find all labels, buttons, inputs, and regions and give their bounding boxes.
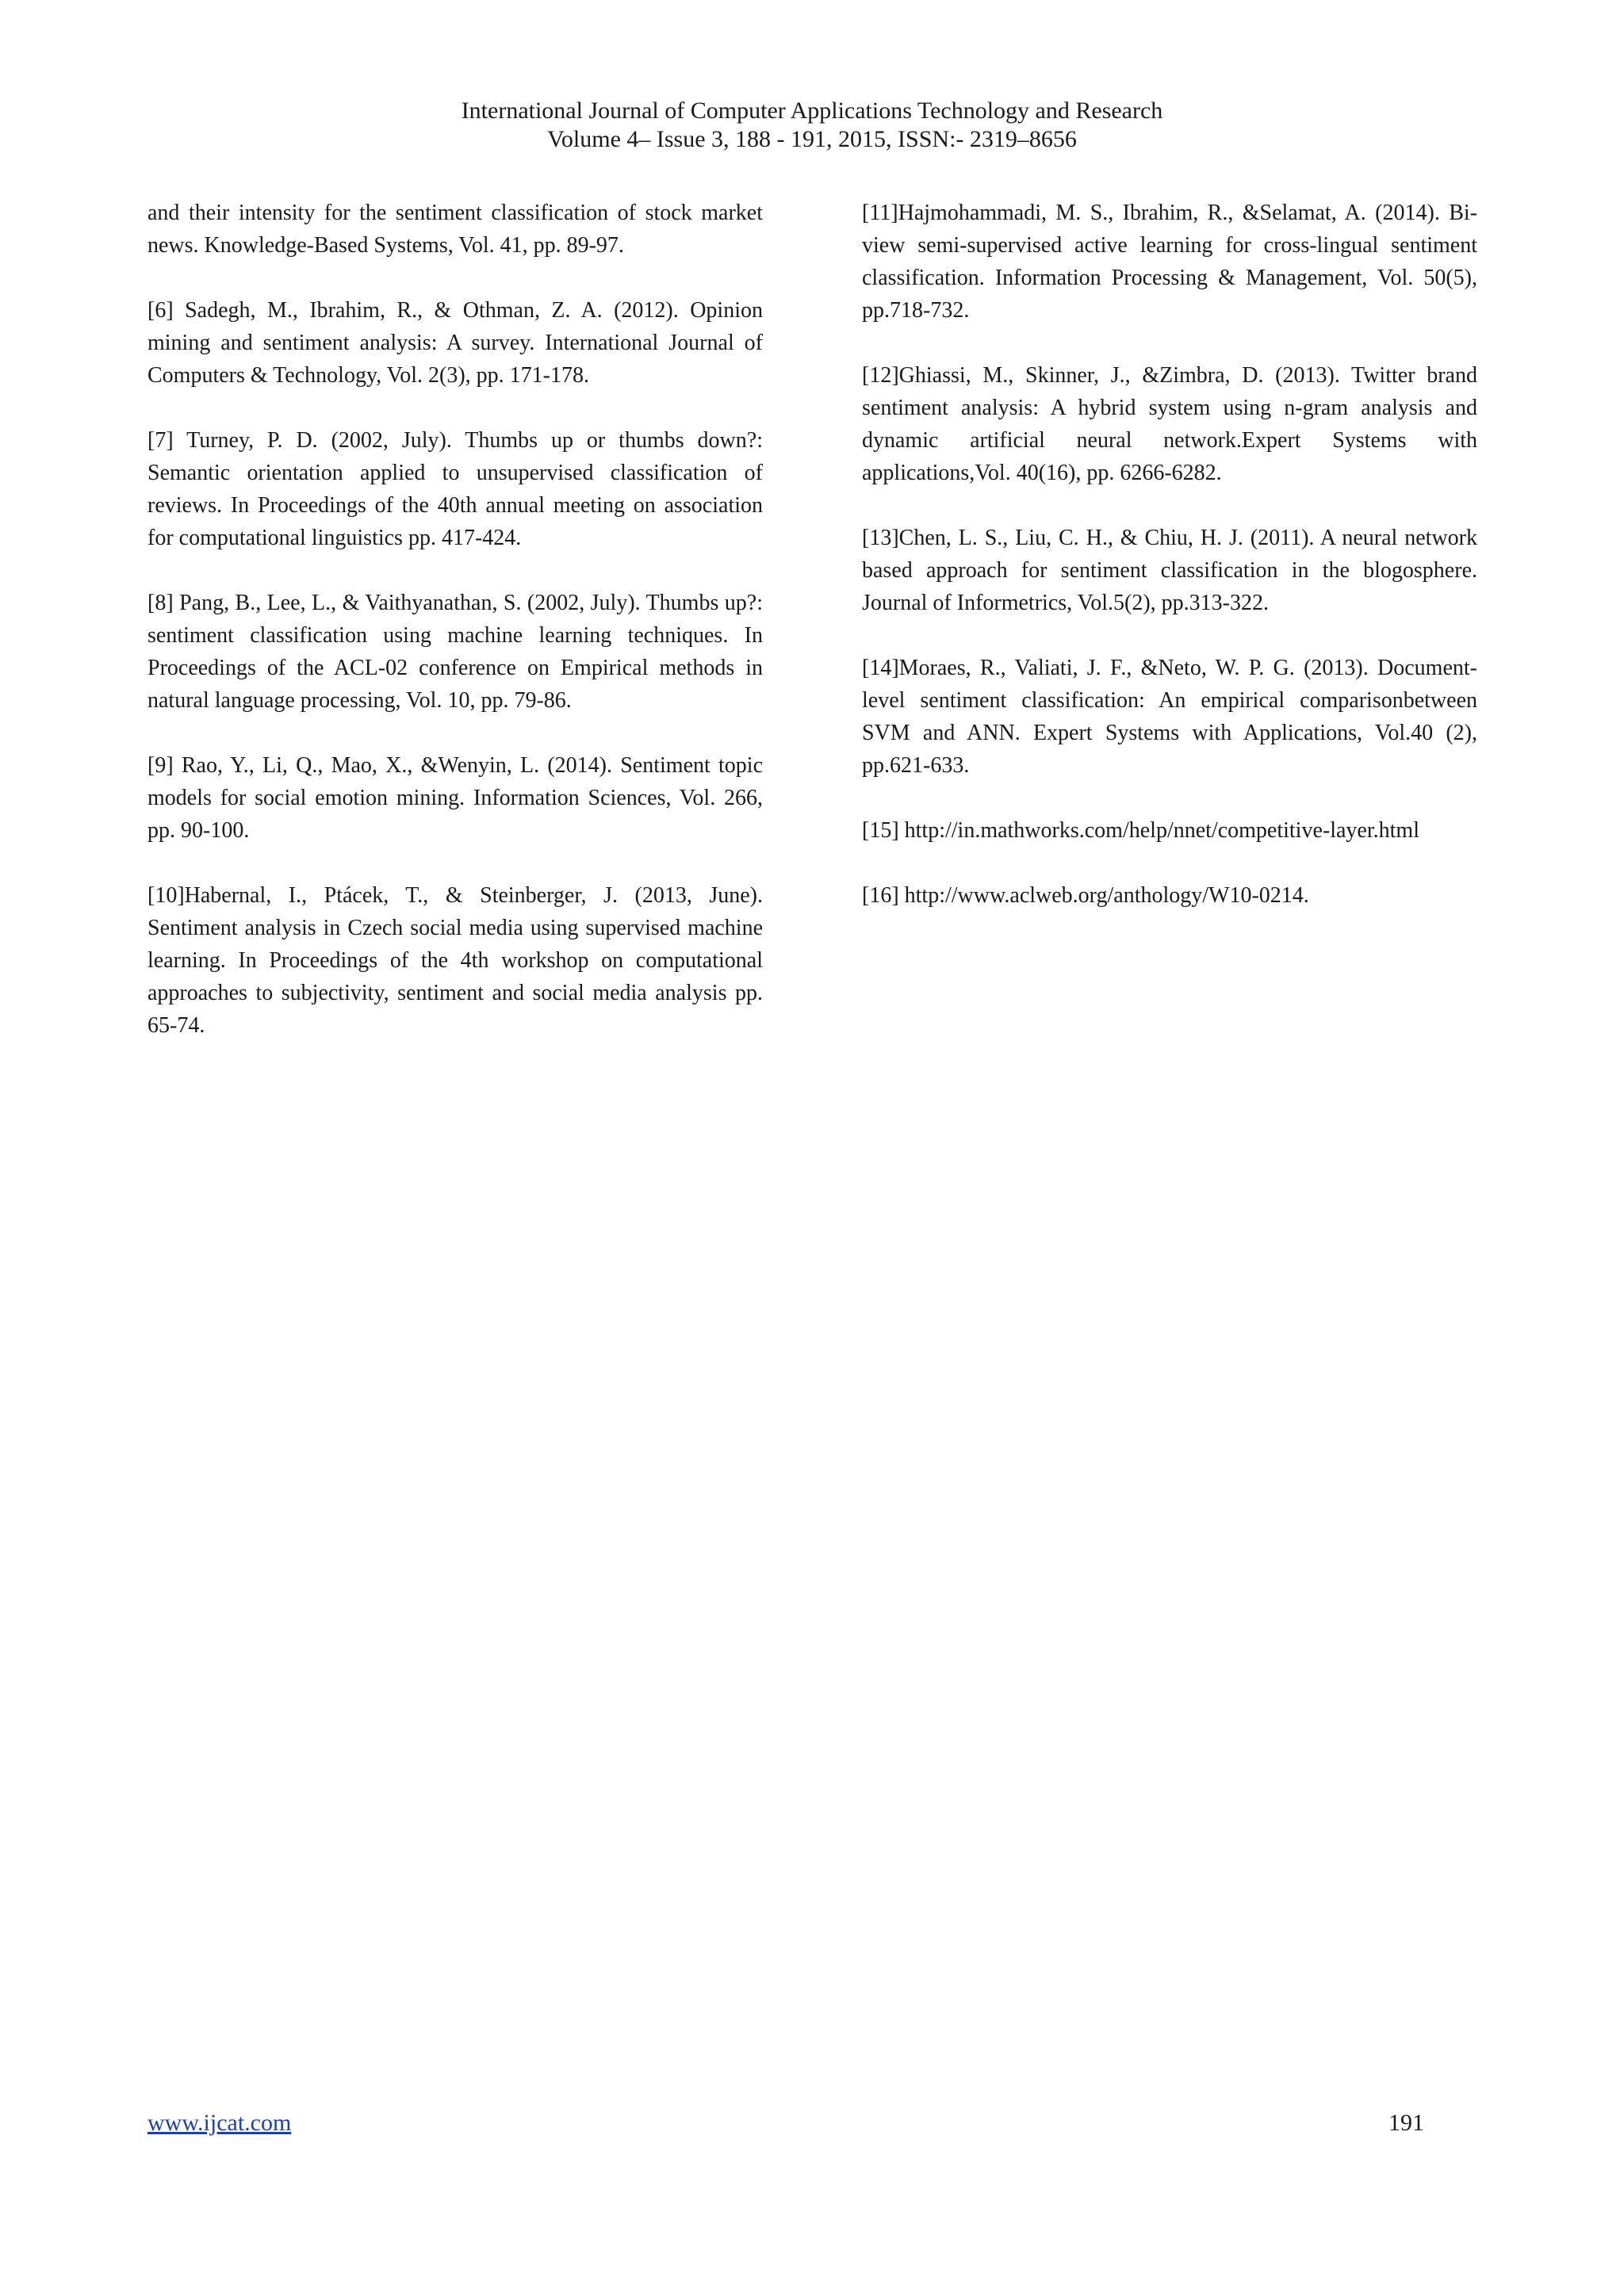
reference-13: [13]Chen, L. S., Liu, C. H., & Chiu, H. J. (2011). A neural network based approach for sentiment classification in the blogosphere. Journal of Informetrics, Vol.5(2), pp.313-322. bbox=[862, 526, 1477, 615]
journal-volume-issue: Volume 4– Issue 3, 188 - 191, 2015, ISSN:- 2319–8656 bbox=[547, 126, 1077, 152]
reference-16: [16] http://www.aclweb.org/anthology/W10-0214. bbox=[862, 883, 1309, 908]
references-left-column bbox=[147, 197, 763, 1074]
reference-7: [7] Turney, P. D. (2002, July). Thumbs up or thumbs down?: Semantic orientation applied to unsupervised classification of reviews. In Proceedings of the 40th annual meeting on association for computational linguistics pp. 417-424. bbox=[147, 428, 763, 550]
page-footer bbox=[147, 2109, 1424, 2137]
journal-title: International Journal of Computer Applications Technology and Research bbox=[461, 98, 1163, 124]
page-header bbox=[0, 97, 1624, 154]
reference-6: [6] Sadegh, M., Ibrahim, R., & Othman, Z. A. (2012). Opinion mining and sentiment analysis: A survey. International Journal of Computers & Technology, Vol. 2(3), pp. 171-178. bbox=[147, 298, 763, 388]
journal-website-link[interactable]: www.ijcat.com bbox=[147, 2110, 292, 2136]
reference-11: [11]Hajmohammadi, M. S., Ibrahim, R., &Selamat, A. (2014). Bi-view semi-supervised active learning for cross-lingual sentiment classification. Information Processing & Management, Vol. 50(5), pp.718-732. bbox=[862, 201, 1477, 323]
reference-15: [15] http://in.mathworks.com/help/nnet/competitive-layer.html bbox=[862, 818, 1419, 843]
page-number: 191 bbox=[1388, 2110, 1424, 2136]
reference-14: [14]Moraes, R., Valiati, J. F., &Neto, W. P. G. (2013). Document-level sentiment classification: An empirical comparisonbetween SVM and ANN. Expert Systems with Applications, Vol.40 (2), pp.621-633. bbox=[862, 656, 1477, 778]
reference-5-continued: and their intensity for the sentiment classification of stock market news. Knowledge-Based Systems, Vol. 41, pp. 89-97. bbox=[147, 201, 763, 258]
reference-8: [8] Pang, B., Lee, L., & Vaithyanathan, S. (2002, July). Thumbs up?: sentiment classification using machine learning techniques. In Proceedings of the ACL-02 conference on Empirical methods in natural language processing, Vol. 10, pp. 79-86. bbox=[147, 591, 763, 713]
reference-9: [9] Rao, Y., Li, Q., Mao, X., &Wenyin, L. (2014). Sentiment topic models for social emotion mining. Information Sciences, Vol. 266, pp. 90-100. bbox=[147, 753, 763, 843]
reference-12: [12]Ghiassi, M., Skinner, J., &Zimbra, D. (2013). Twitter brand sentiment analysis: A hybrid system using n-gram analysis and dynamic artificial neural network.Expert Systems with applications,Vol. 40(16), pp. 6266-6282. bbox=[862, 363, 1477, 485]
references-right-column bbox=[862, 197, 1477, 944]
reference-10: [10]Habernal, I., Ptácek, T., & Steinberger, J. (2013, June). Sentiment analysis in Czech social media using supervised machine learning. In Proceedings of the 4th workshop on computational approaches to subjectivity, sentiment and social media analysis pp. 65-74. bbox=[147, 883, 763, 1038]
